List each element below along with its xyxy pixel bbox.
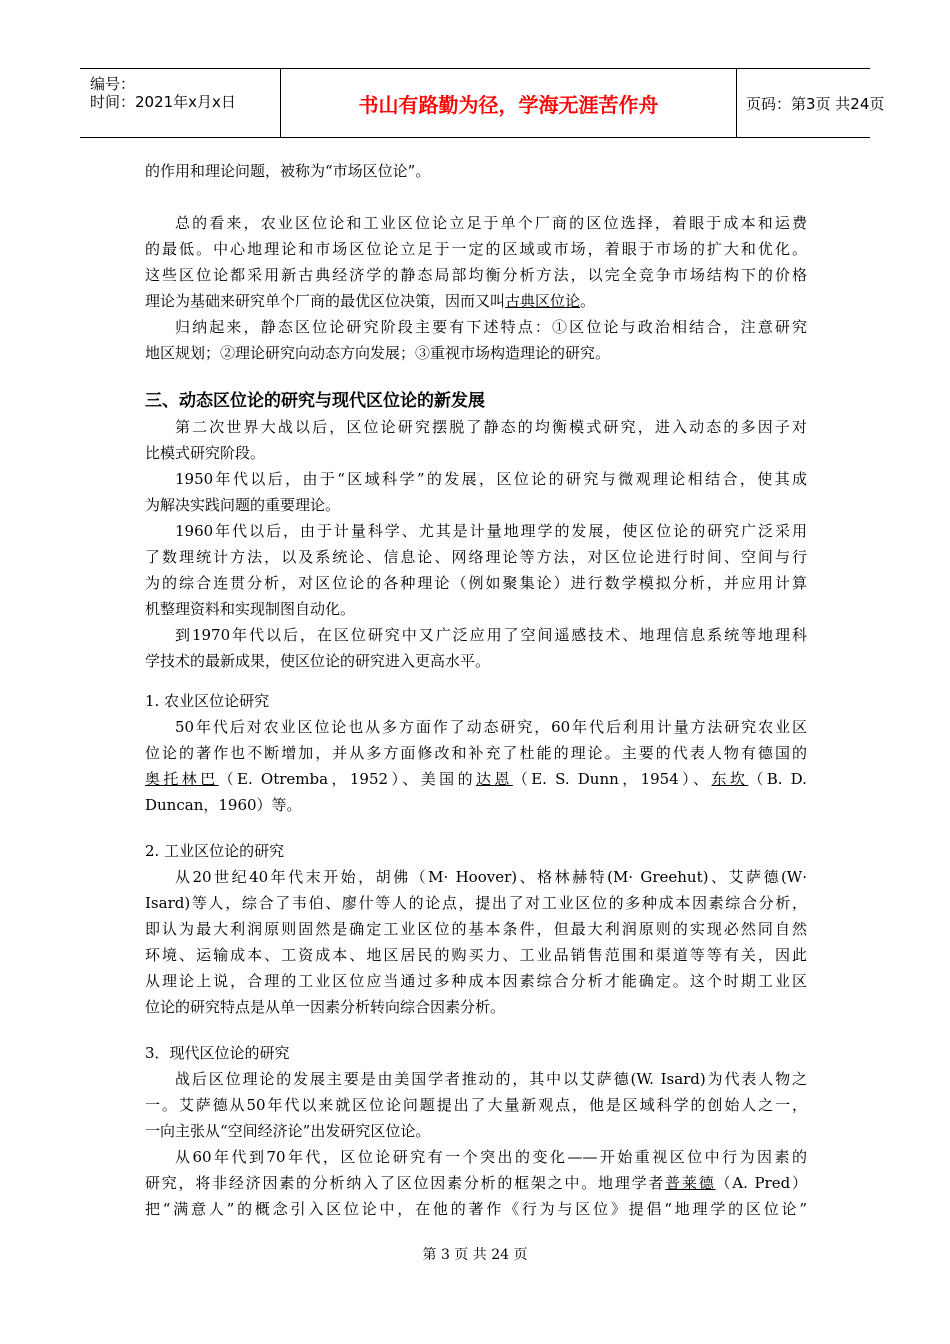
text-line: 环境、运输成本、工资成本、地区居民的购买力、工业品销售范围和渠道等等有关，因此 [145,946,807,964]
text-line: 位论的研究特点是从单一因素分析转向综合因素分析。 [145,998,506,1016]
text-line: 1950年代以后，由于“区域科学”的发展，区位论的研究与微观理论相结合，使其成 [175,470,807,488]
text-line: 了数理统计方法，以及系统论、信息论、网络理论等方法，对区位论进行时间、空间与行 [145,548,807,566]
text-line: 位论的著作也不断增加，并从多方面修改和补充了杜能的理论。主要的代表人物有德国的 [145,744,807,762]
text-line: 机整理资料和实现制图自动化。 [145,600,356,618]
text-line: 从20世纪40年代末开始，胡佛（M· Hoover)、格林赫特(M· Greehut)、艾萨德(W· [175,868,807,886]
text-line: 为的综合连贯分析，对区位论的各种理论（例如聚集论）进行数学模拟分析，并应用计算 [145,574,807,592]
link-dunn: 达恩 [475,770,513,788]
text-line: 总的看来，农业区位论和工业区位论立足于单个厂商的区位选择，着眼于成本和运费 [175,214,807,232]
link-duncan: 东坎 [711,770,749,788]
section-heading: 三、动态区位论的研究与现代区位论的新发展 [145,391,485,411]
link-otremba: 奥托林巴 [145,770,219,788]
page-label: 页码：第3页 共24页 [746,94,885,113]
text-line: 的最低。中心地理论和市场区位论立足于一定的区域或市场，着眼于市场的扩大和优化。 [145,240,807,258]
text-line: 到1970年代以后，在区位研究中又广泛应用了空间遥感技术、地理信息系统等地理科 [175,626,807,644]
text-line: 一。艾萨德从50年代以来就区位论问题提出了大量新观点，他是区域科学的创始人之一， [145,1096,807,1114]
text-line: 奥托林巴（E. Otremba，1952）、美国的达恩（E. S. Dunn，1954）、东坎（B. D. [145,770,807,788]
page-footer: 第 3 页 共 24 页 [422,1247,528,1263]
link-pred: 普莱德 [665,1174,716,1192]
text-line: 战后区位理论的发展主要是由美国学者推动的，其中以艾萨德(W. Isard)为代表人物之 [175,1070,807,1088]
header-page-cell [736,69,885,137]
text-line: 地区规划；②理论研究向动态方向发展；③重视市场构造理论的研究。 [145,344,611,362]
text-line: 50年代后对农业区位论也从多方面作了动态研究，60年代后利用计量方法研究农业区 [175,718,807,736]
text-line: 一向主张从“空间经济论”出发研究区位论。 [145,1122,431,1140]
text-line: 1960年代以后，由于计量科学、尤其是计量地理学的发展，使区位论的研究广泛采用 [175,522,807,540]
text-line: 第二次世界大战以后，区位论研究摆脱了静态的均衡模式研究，进入动态的多因子对 [175,418,807,436]
text-line: 把“满意人”的概念引入区位论中，在他的著作《行为与区位》提倡“地理学的区位论” [145,1200,807,1218]
text-line: 归纳起来，静态区位论研究阶段主要有下述特点：①区位论与政治相结合，注意研究 [175,318,807,336]
text-line: 这些区位论都采用新古典经济学的静态局部均衡分析方法，以完全竞争市场结构下的价格 [145,266,807,284]
text-line: 的作用和理论问题，被称为“市场区位论”。 [145,162,431,180]
page-header [80,68,885,138]
subsection-heading: 3．现代区位论的研究 [145,1044,290,1062]
header-left-cell [80,69,280,137]
subsection-heading: 1. 农业区位论研究 [145,692,270,710]
text-line: 从理论上说，合理的工业区位应当通过多种成本因素综合分析才能确定。这个时期工业区 [145,972,807,990]
text-line: 理论为基础来研究单个厂商的最优区位决策，因而又叫古典区位论。 [145,292,596,310]
text-line: Isard)等人，综合了韦伯、廖什等人的论点，提出了对工业区位的多种成本因素综合分析， [145,894,807,912]
text-line: 学技术的最新成果，使区位论的研究进入更高水平。 [145,652,491,670]
text-line: 比模式研究阶段。 [145,444,266,462]
header-motto-cell [280,69,737,137]
text-line: 即认为最大利润原则固然是确定工业区位的基本条件，但最大利润原则的实现必然同自然 [145,920,807,938]
subsection-heading: 2. 工业区位论的研究 [145,842,285,860]
text-line: Duncan，1960）等。 [145,796,302,814]
time-label: 时间：2021年x月x日 [90,93,236,111]
text-line: 为解决实践问题的重要理论。 [145,496,341,514]
link-classical-location-theory: 古典区位论 [505,292,581,310]
text-line: 从60年代到70年代，区位论研究有一个突出的变化——开始重视区位中行为因素的 [175,1148,807,1166]
motto-text: 书山有路勤为径，学海无涯苦作舟 [358,92,659,117]
text-line: 研究，将非经济因素的分析纳入了区位因素分析的框架之中。地理学者普莱德（A. Pred） [145,1174,807,1192]
number-label: 编号： [90,75,136,93]
